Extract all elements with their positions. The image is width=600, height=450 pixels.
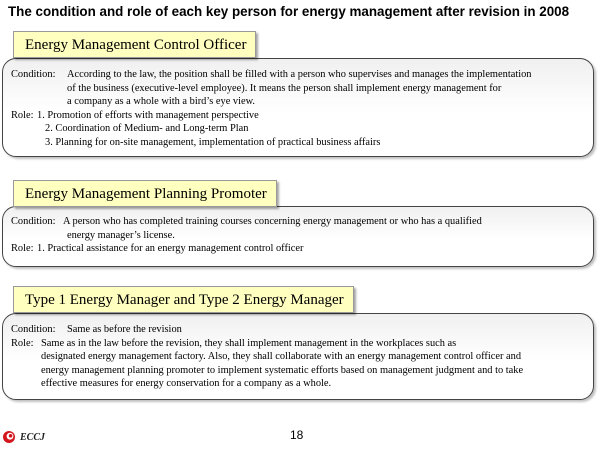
condition-line: energy manager’s license. xyxy=(67,229,175,241)
section-heading-control-officer: Energy Management Control Officer xyxy=(13,31,256,58)
role-line: energy management planning promoter to implement systematic efforts based on management judgment and to take xyxy=(41,364,524,376)
planning-promoter-panel xyxy=(2,206,594,267)
section-heading-planning-promoter: Energy Management Planning Promoter xyxy=(13,180,277,207)
page-title: The condition and role of each key person for energy management after revision in 2008 xyxy=(8,4,570,19)
role-row xyxy=(11,136,585,150)
role-label: Role: xyxy=(11,337,34,349)
section-heading-energy-managers: Type 1 Energy Manager and Type 2 Energy Manager xyxy=(13,286,354,313)
role-line: 1. Practical assistance for an energy management control officer xyxy=(37,243,304,255)
role-label: Role: xyxy=(11,109,34,121)
role-line: 3. Planning for on-site management, implementation of practical business affairs xyxy=(45,136,381,148)
energy-managers-panel xyxy=(2,313,594,400)
role-label: Role: xyxy=(11,243,34,255)
role-row xyxy=(11,242,585,256)
condition-row xyxy=(11,229,585,243)
role-line: 2. Coordination of Medium- and Long-term Plan xyxy=(45,123,249,135)
role-row xyxy=(11,364,585,378)
condition-row xyxy=(11,68,585,82)
condition-label: Condition: xyxy=(11,216,56,227)
role-row xyxy=(11,350,585,364)
condition-row xyxy=(11,82,585,96)
condition-label: Condition: xyxy=(11,69,56,80)
role-line: Same as in the law before the revision, they shall implement management in the workplaces such as xyxy=(41,337,457,349)
condition-row xyxy=(11,95,585,109)
condition-line: a company as a whole with a bird’s eye view. xyxy=(67,96,256,108)
condition-row xyxy=(11,323,585,337)
role-row xyxy=(11,337,585,351)
role-row xyxy=(11,109,585,123)
role-line: 1. Promotion of efforts with management perspective xyxy=(37,109,259,121)
eccj-logo xyxy=(2,430,45,444)
condition-row xyxy=(11,215,585,229)
condition-line: According to the law, the position shall be filled with a person who supervises and manages the implementation xyxy=(67,69,532,80)
control-officer-panel xyxy=(2,58,594,157)
role-row xyxy=(11,377,585,391)
condition-line: Same as before the revision xyxy=(67,324,182,335)
page-number: 18 xyxy=(290,428,304,442)
condition-line: of the business (executive-level employee). It means the person shall implement energy management for xyxy=(67,82,502,94)
role-line: effective measures for energy conservation for a company as a whole. xyxy=(41,378,332,390)
role-line: designated energy management factory. Also, they shall collaborate with an energy management control officer and xyxy=(41,351,522,363)
logo-text: ECCJ xyxy=(20,431,46,443)
eccj-logo-icon xyxy=(2,430,16,444)
role-row xyxy=(11,122,585,136)
condition-label: Condition: xyxy=(11,324,56,335)
condition-line: A person who has completed training courses concerning energy management or who has a qualified xyxy=(63,216,482,227)
